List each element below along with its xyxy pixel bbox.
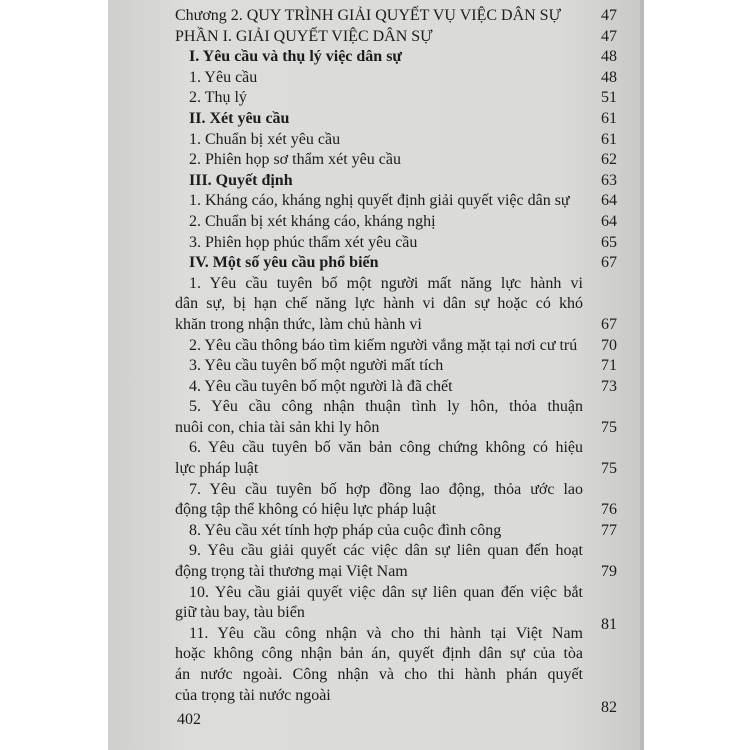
toc-entry [175,47,625,68]
toc-entry-page: 61 [601,109,617,127]
toc-entry-title-line: 1. Kháng cáo, kháng nghị quyết định giải quyết việc dân sự [189,192,570,210]
toc-entry [175,624,625,716]
toc-entry-title-line: PHẦN I. GIẢI QUYẾT VIỆC DÂN SỰ [175,27,433,45]
toc-entry [175,6,625,27]
toc-entry [175,480,625,521]
toc-entry [175,438,625,479]
toc-entry-page: 76 [601,501,617,519]
toc-entry-page: 67 [601,254,617,272]
toc-entry-title-line: 3. Yêu cầu tuyên bố một người mất tích [189,357,444,375]
toc-entry-title-line: động trọng tài thương mại Việt Nam [175,563,408,581]
toc-entry [175,171,625,192]
toc-entry-title-line: 8. Yêu cầu xét tính hợp pháp của cuộc đình công [189,521,502,539]
toc-entry-page: 63 [601,171,617,189]
toc-entry-page: 47 [601,27,617,45]
toc-entry [175,130,625,151]
toc-entry-title-line: án nước ngoài. Công nhận và cho thi hành phán quyết [175,666,583,683]
toc-entry [175,68,625,89]
toc-entry-page: 75 [601,460,617,478]
toc-entry-page: 48 [601,68,617,86]
toc-entry-page: 64 [601,212,617,230]
toc-entry-title-line: 7. Yêu cầu tuyên bố hợp đồng lao động, thỏa ước lao [189,480,583,498]
toc-entry-page: 64 [601,192,617,210]
toc-entry-title-line: 6. Yêu cầu tuyên bố văn bản công chứng không có hiệu [189,439,583,457]
toc-entry-page: 61 [601,130,617,148]
toc-entry-title-line: khăn trong nhận thức, làm chủ hành vi [175,315,422,333]
toc-entry-title-line: giữ tàu bay, tàu biển [175,604,305,622]
toc-entry [175,191,625,212]
toc-entry [175,541,625,582]
toc-entry-title-line: 1. Chuẩn bị xét yêu cầu [189,130,341,148]
toc-entry-title-line: 3. Phiên họp phúc thẩm xét yêu cầu [189,233,418,251]
toc-entry-page: 79 [601,563,617,581]
toc-entry-page: 82 [601,698,617,716]
page-edge [640,0,644,750]
toc-entry-title-line: II. Xét yêu cầu [189,109,290,127]
toc-entry-title-line: hoặc không công nhận bản án, quyết định dân sự của tòa [175,645,583,663]
toc-entry-title-line: 11. Yêu cầu công nhận và cho thi hành tại Việt Nam [189,624,583,642]
toc-entry-page: 73 [601,377,617,395]
toc-entry [175,274,625,336]
toc-entry [175,150,625,171]
toc-entry-page: 51 [601,89,617,107]
toc-entry-title-line: 10. Yêu cầu giải quyết việc dân sự liên quan đến việc bắt [189,583,583,601]
toc-entry-title-line: IV. Một số yêu cầu phổ biến [189,254,379,272]
toc-entry [175,27,625,48]
toc-entry [175,109,625,130]
toc-entry-title-line: dân sự, bị hạn chế năng lực hành vi dân sự hoặc có khó [175,295,583,313]
toc-entry-title-line: I. Yêu cầu và thụ lý việc dân sự [189,48,403,66]
toc-entry-page: 81 [601,616,617,634]
toc-entry-page: 77 [601,521,617,539]
toc-entry-title-line: lực pháp luật [175,460,259,478]
toc-entry-title-line: 2. Chuẩn bị xét kháng cáo, kháng nghị [189,212,436,230]
toc-entry [175,212,625,233]
toc-entry-title-line: nuôi con, chia tài sản khi ly hôn [175,418,380,436]
toc-entry-title-line: 5. Yêu cầu công nhận thuận tình ly hôn, thỏa thuận [189,398,583,416]
toc-entry-title-line: 9. Yêu cầu giải quyết các việc dân sự liên quan đến hoạt [189,542,583,560]
toc-entry [175,356,625,377]
page-number: 402 [177,711,201,728]
toc-entry [175,88,625,109]
toc-entry-title-line: 2. Phiên họp sơ thẩm xét yêu cầu [189,151,401,169]
toc-entry-page: 67 [601,315,617,333]
toc-entry-page: 70 [601,336,617,354]
toc-entry-title-line: 2. Yêu cầu thông báo tìm kiếm người vắng mặt tại nơi cư trú [189,336,578,354]
toc-entry [175,336,625,357]
toc-entry-title-line: của trọng tài nước ngoài [175,686,331,704]
toc-entry-page: 65 [601,233,617,251]
toc-entry-title-line: 2. Thụ lý [189,89,247,107]
toc-entry-title-line: 4. Yêu cầu tuyên bố một người là đã chết [189,377,453,395]
toc-entry [175,521,625,542]
toc-entry-page: 62 [601,151,617,169]
toc-entry [175,233,625,254]
toc-entry [175,397,625,438]
toc-entry-page: 75 [601,418,617,436]
toc-entry-title-line: Chương 2. QUY TRÌNH GIẢI QUYẾT VỤ VIỆC DÂN SỰ [175,7,561,24]
toc-entry-title-line: 1. Yêu cầu tuyên bố một người mất năng lực hành vi [189,274,583,292]
toc-entry-title-line: 1. Yêu cầu [189,68,258,86]
toc-entry-page: 47 [601,7,617,24]
toc-entry-page: 48 [601,48,617,66]
toc-entry [175,253,625,274]
table-of-contents [175,6,625,716]
toc-entry-page: 71 [601,357,617,375]
toc-entry-title-line: động tập thể không có hiệu lực pháp luật [175,501,437,519]
toc-entry [175,377,625,398]
toc-entry-title-line: III. Quyết định [189,171,293,189]
